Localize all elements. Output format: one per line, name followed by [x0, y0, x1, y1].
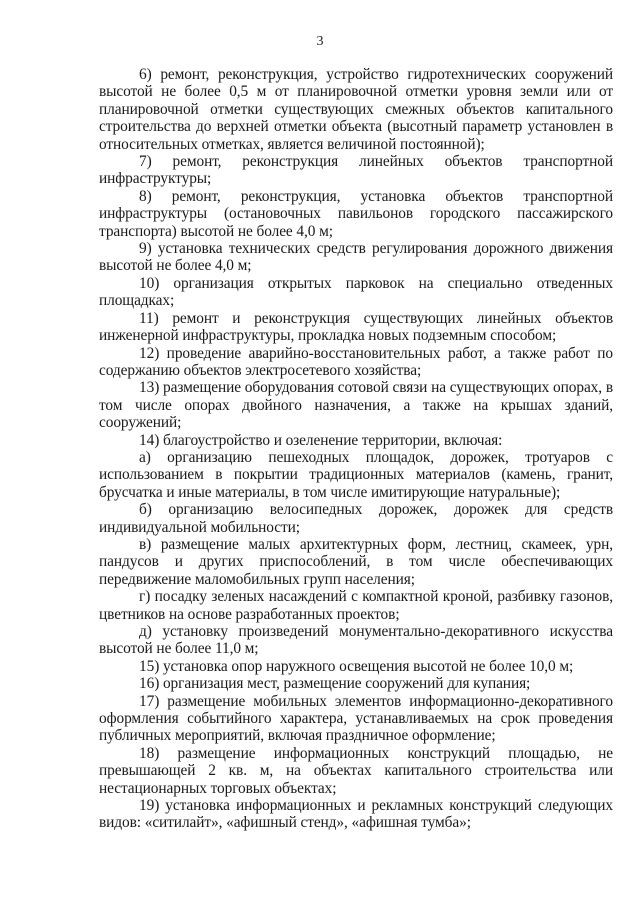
page-number: 3	[316, 34, 324, 49]
list-item-13: 13) размещение оборудования сотовой связи на существующих опорах, в том числе опорах двойного назначения, а также на крышах зданий, сооружений;	[99, 379, 613, 432]
sub-item-a: а) организацию пешеходных площадок, дорожек, тротуаров с использованием в покрытии традиционных материалов (камень, гранит, брусчатка и иные материалы, в том числе имитирующие натуральные);	[99, 448, 613, 501]
list-item-14: 14) благоустройство и озеленение территории, включая:	[139, 431, 503, 449]
list-item-11: 11) ремонт и реконструкция существующих линейных объектов инженерной инфраструктуры, прокладка новых подземным способом;	[99, 309, 613, 345]
list-item-17: 17) размещение мобильных элементов информационно-декоративного оформления событийного характера, устанавливаемых на срок проведения публичных мероприятий, включая праздничное оформление;	[99, 692, 613, 745]
document-body	[99, 66, 613, 832]
list-item-19: 19) установка информационных и рекламных конструкций следующих видов: «ситилайт», «афишный стенд», «афишная тумба»;	[99, 797, 613, 832]
list-item-12: 12) проведение аварийно-восстановительных работ, а также работ по содержанию объектов электросетевого хозяйства;	[99, 344, 613, 379]
list-item-7: 7) ремонт, реконструкция линейных объектов транспортной инфраструктуры;	[99, 153, 613, 188]
sub-item-b: б) организацию велосипедных дорожек, дорожек для средств индивидуальной мобильности;	[99, 501, 613, 536]
list-item-15: 15) установка опор наружного освещения высотой не более 10,0 м;	[139, 657, 574, 675]
sub-item-g: г) посадку зеленых насаждений с компактной кроной, разбивку газонов, цветников на основе разработанных проектов;	[99, 588, 613, 623]
list-item-10: 10) организация открытых парковок на специально отведенных площадках;	[99, 274, 613, 310]
list-item-6: 6) ремонт, реконструкция, устройство гидротехнических сооружений высотой не более 0,5 м от планировочной отметки уровня земли или от планировочной отметки существующих смежных объектов капитального строительства до верхней отметки объекта (высотный параметр установлен в относительных отметках, является величиной постоянной);	[99, 66, 613, 153]
list-item-9: 9) установка технических средств регулирования дорожного движения высотой не более 4,0 м;	[99, 240, 613, 275]
sub-item-v: в) размещение малых архитектурных форм, лестниц, скамеек, урн, пандусов и других приспособлений, в том числе обеспечивающих передвижение маломобильных групп населения;	[99, 535, 613, 588]
list-item-16: 16) организация мест, размещение сооружений для купания;	[139, 675, 531, 693]
list-item-18: 18) размещение информационных конструкций площадью, не превышающей 2 кв. м, на объектах капитального строительства или нестационарных торговых объектах;	[99, 744, 613, 797]
list-item-8: 8) ремонт, реконструкция, установка объектов транспортной инфраструктуры (остановочных павильонов городского пассажирского транспорта) высотой не более 4,0 м;	[99, 187, 613, 240]
sub-item-d: д) установку произведений монументально-декоративного искусства высотой не более 11,0 м;	[99, 623, 613, 658]
